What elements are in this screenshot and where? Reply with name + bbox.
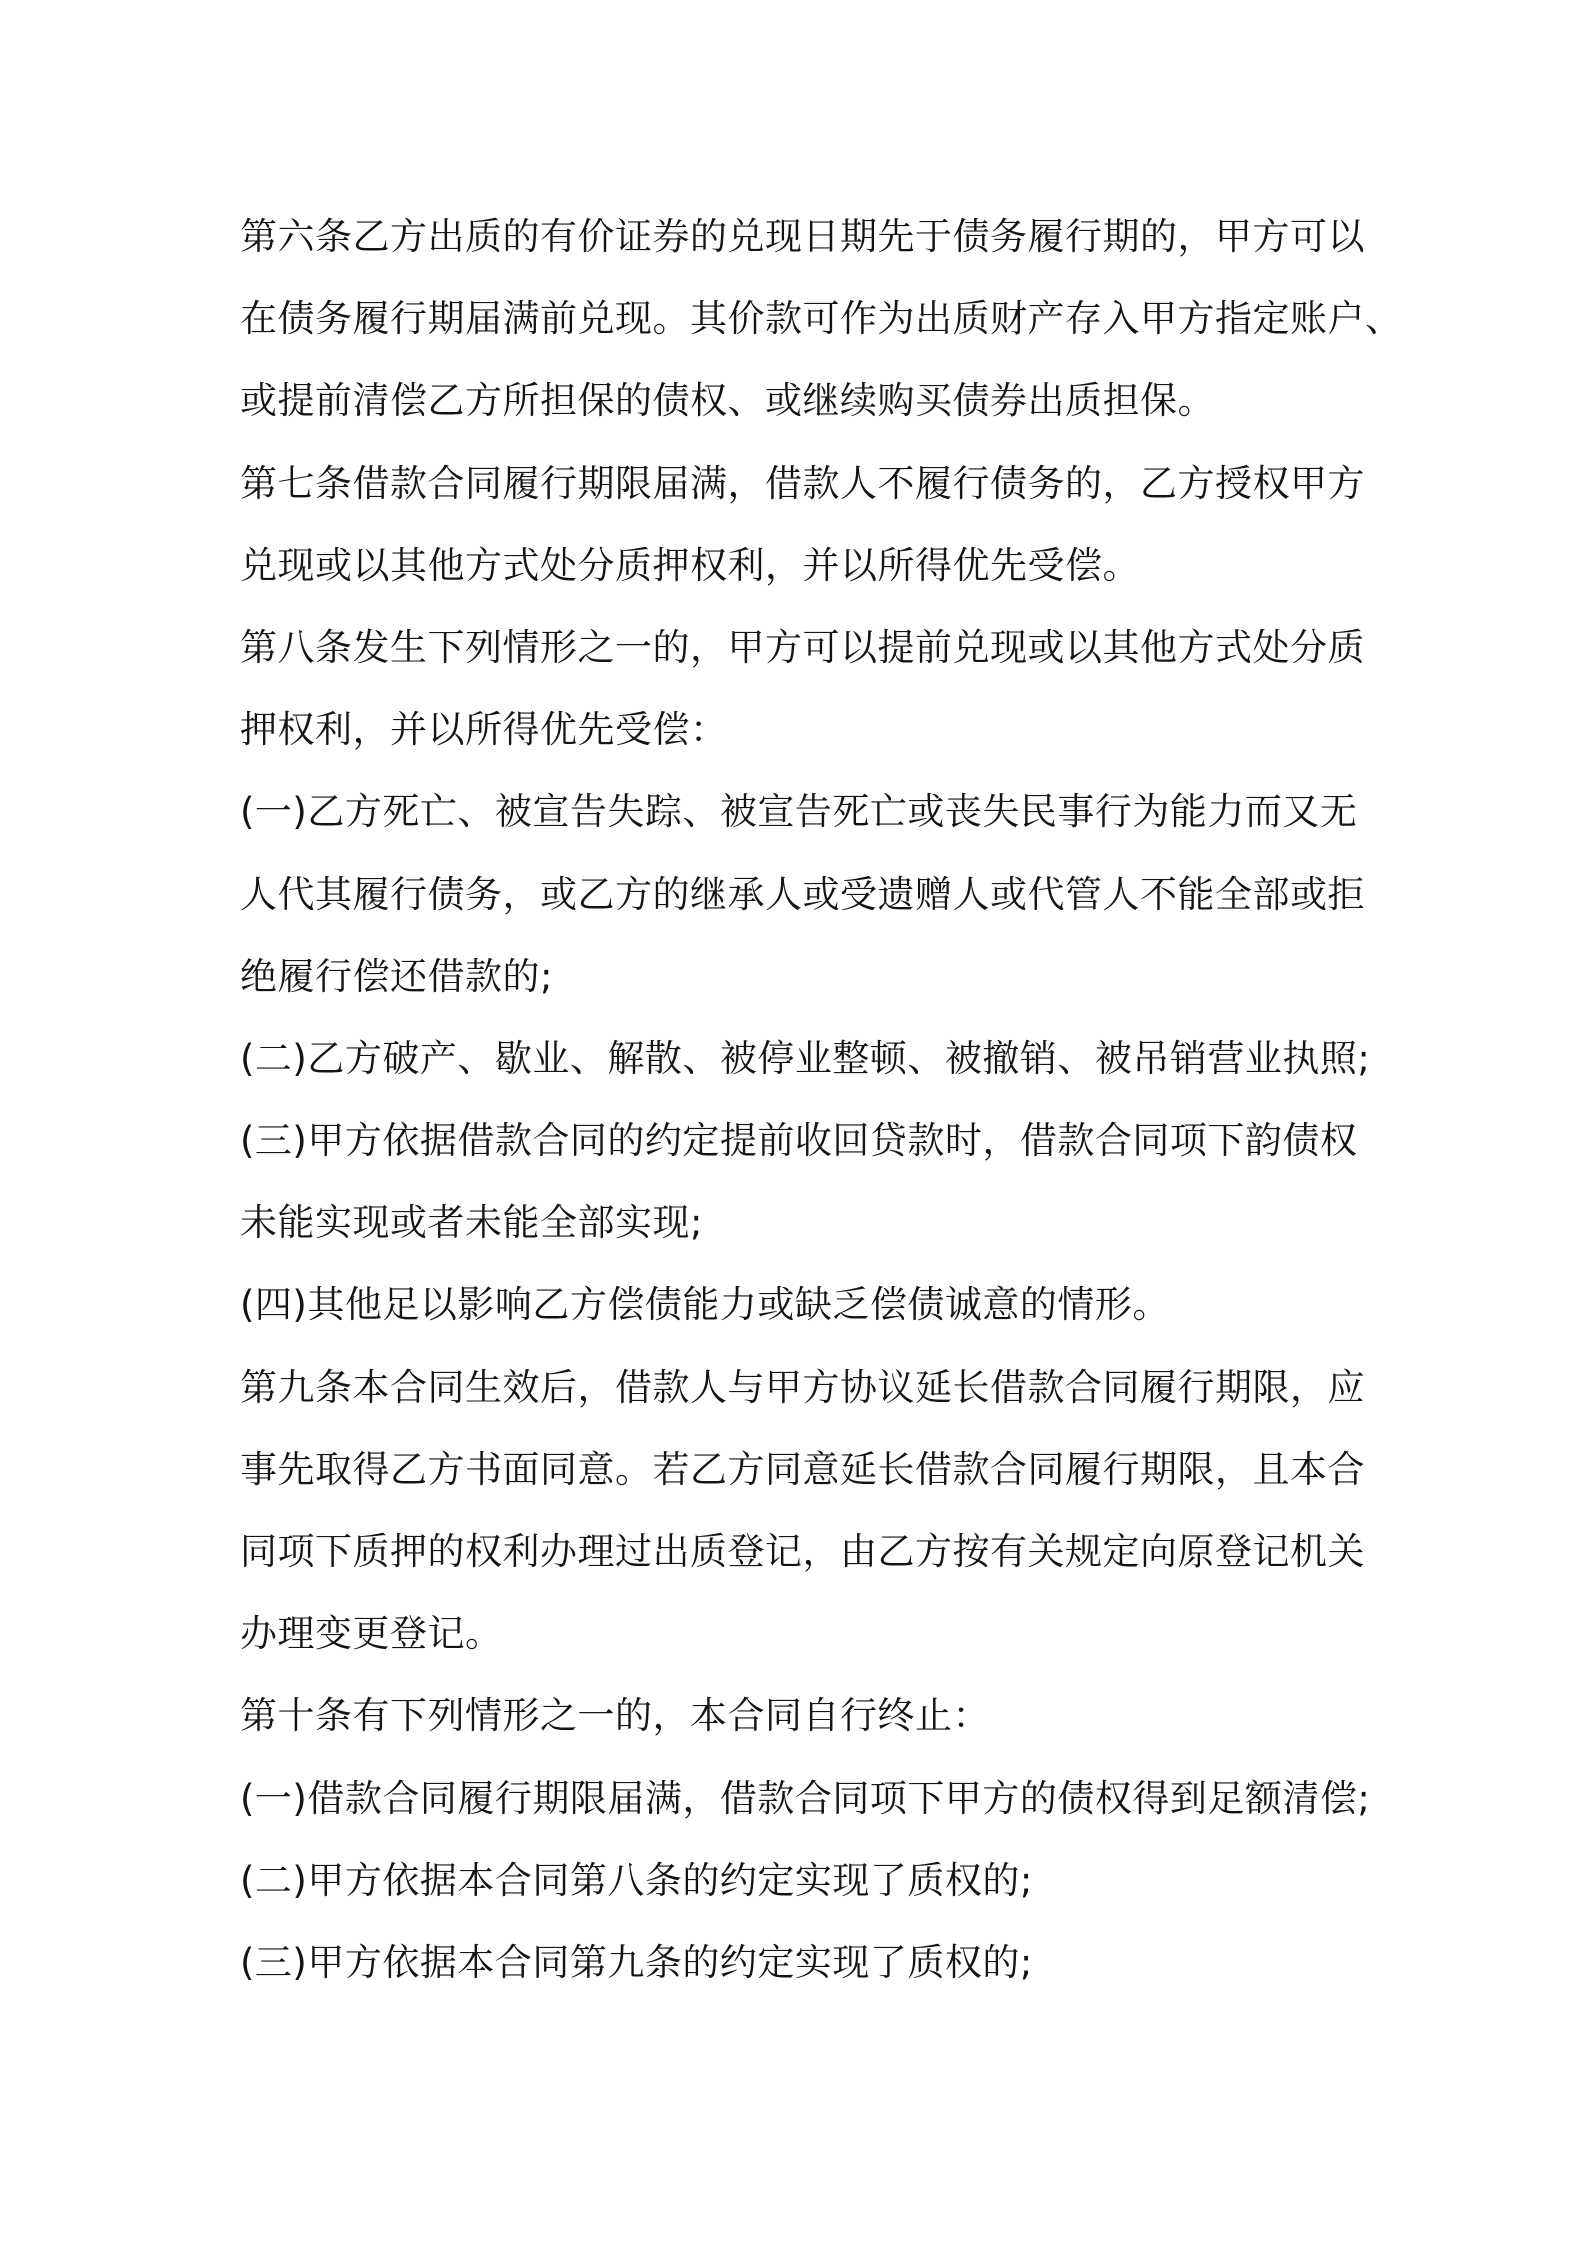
text-line: (三)甲方依据借款合同的约定提前收回贷款时，借款合同项下韵债权 (240, 1119, 1358, 1163)
text-line: (二)甲方依据本合同第八条的约定实现了质权的; (240, 1858, 1033, 1902)
text-line: 在债务履行期届满前兑现。其价款可作为出质财产存入甲方指定账户、 (240, 297, 1403, 341)
text-line: 办理变更登记。 (240, 1612, 503, 1656)
document-page (240, 196, 1403, 2004)
text-line: 人代其履行债务，或乙方的继承人或受遗赠人或代管人不能全部或拒 (240, 872, 1365, 916)
text-line: 第八条发生下列情形之一的，甲方可以提前兑现或以其他方式处分质 (240, 625, 1365, 669)
text-line: 第九条本合同生效后，借款人与甲方协议延长借款合同履行期限，应 (240, 1365, 1365, 1409)
text-line: (二)乙方破产、歇业、解散、被停业整顿、被撤销、被吊销营业执照; (240, 1036, 1371, 1080)
text-line: 第七条借款合同履行期限届满，借款人不履行债务的，乙方授权甲方 (240, 461, 1365, 505)
text-line: 或提前清偿乙方所担保的债权、或继续购买债券出质担保。 (240, 379, 1215, 423)
text-line: 同项下质押的权利办理过出质登记，由乙方按有关规定向原登记机关 (240, 1530, 1365, 1573)
text-line: 第十条有下列情形之一的，本合同自行终止： (240, 1694, 990, 1738)
text-line: 绝履行偿还借款的; (240, 954, 553, 998)
text-line: 押权利，并以所得优先受偿： (240, 708, 728, 752)
text-line: (四)其他足以影响乙方偿债能力或缺乏偿债诚意的情形。 (240, 1283, 1170, 1327)
text-line: 兑现或以其他方式处分质押权利，并以所得优先受偿。 (240, 543, 1140, 587)
text-line: 第六条乙方出质的有价证券的兑现日期先于债务履行期的，甲方可以 (240, 215, 1365, 258)
text-line: (一)借款合同履行期限届满，借款合同项下甲方的债权得到足额清偿; (240, 1776, 1371, 1820)
text-line: 未能实现或者未能全部实现; (240, 1201, 703, 1245)
text-line: 事先取得乙方书面同意。若乙方同意延长借款合同履行期限，且本合 (240, 1447, 1365, 1491)
text-line: (三)甲方依据本合同第九条的约定实现了质权的; (240, 1940, 1033, 1984)
text-line: (一)乙方死亡、被宣告失踪、被宣告死亡或丧失民事行为能力而又无 (240, 790, 1358, 834)
